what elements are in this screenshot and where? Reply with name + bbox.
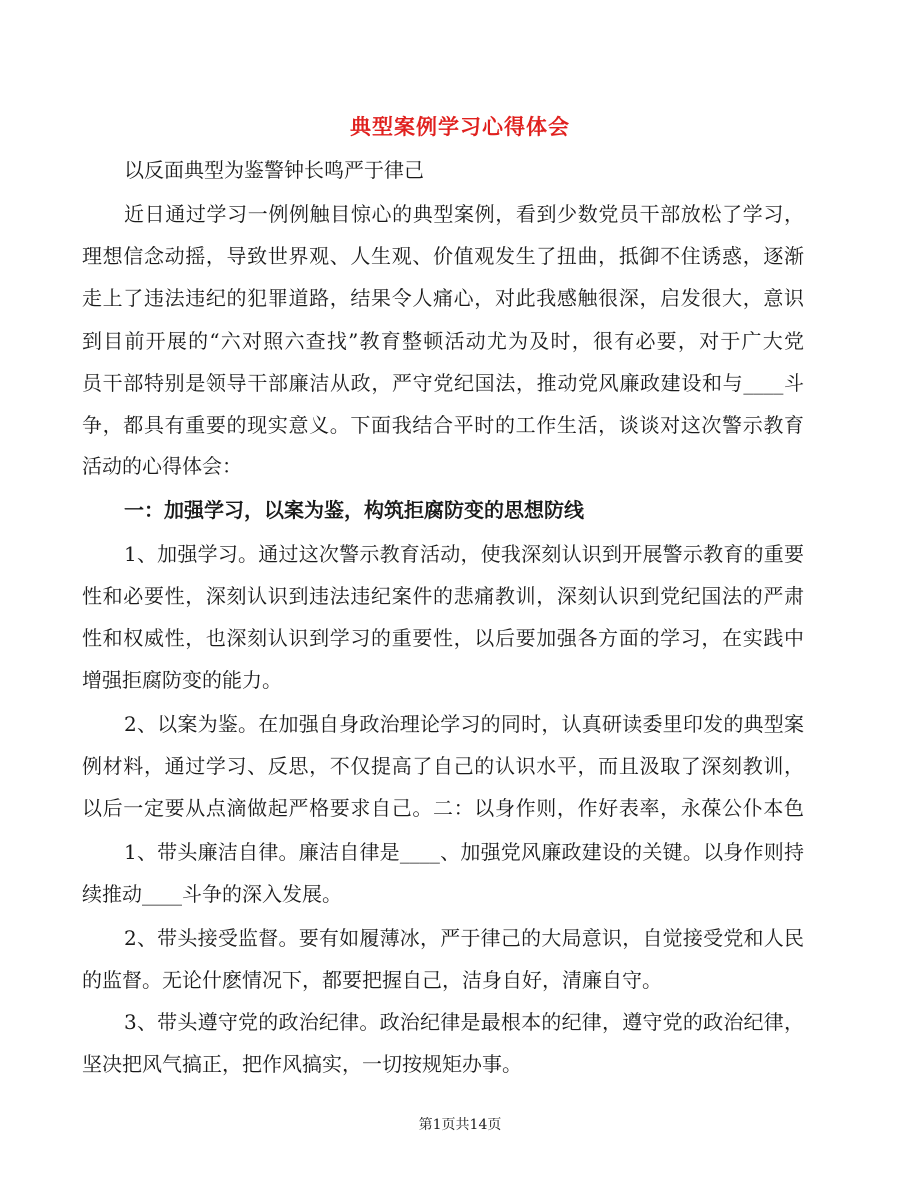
paragraph-line: 的监督。无论什麽情况下，都要把握自己，洁身自好，清廉自守。 bbox=[82, 968, 662, 992]
paragraph-line: 员干部特别是领导干部廉洁从政，严守党纪国法，推动党风廉政建设和与____斗 bbox=[82, 371, 804, 395]
paragraph-line: 活动的心得体会： bbox=[82, 454, 242, 478]
paragraph-line: 坚决把风气搞正，把作风搞实，一切按规矩办事。 bbox=[82, 1052, 522, 1076]
paragraph-line: 争，都具有重要的现实意义。下面我结合平时的工作生活，谈谈对这次警示教育 bbox=[82, 413, 804, 437]
paragraph-line: 以后一定要从点滴做起严格要求自己。二：以身作则，作好表率，永葆公仆本色 bbox=[82, 796, 804, 820]
paragraph-line: 2、带头接受监督。要有如履薄冰，严于律己的大局意识，自觉接受党和人民 bbox=[124, 926, 804, 950]
paragraph-line: 到目前开展的“六对照六查找”教育整顿活动尤为及时，很有必要，对于广大党 bbox=[82, 329, 804, 353]
paragraph-line: 增强拒腐防变的能力。 bbox=[82, 668, 282, 692]
paragraph-line: 续推动____斗争的深入发展。 bbox=[82, 882, 342, 906]
paragraph-line: 性和必要性，深刻认识到违法违纪案件的悲痛教训，深刻认识到党纪国法的严肃 bbox=[82, 584, 804, 608]
paragraph-line: 例材料，通过学习、反思，不仅提高了自己的认识水平，而且汲取了深刻教训， bbox=[82, 754, 804, 778]
paragraph-line: 近日通过学习一例例触目惊心的典型案例，看到少数党员干部放松了学习， bbox=[124, 202, 804, 226]
paragraph-line: 走上了违法违纪的犯罪道路，结果令人痛心，对此我感触很深，启发很大，意识 bbox=[82, 286, 804, 310]
paragraph-line: 1、带头廉洁自律。廉洁自律是____、加强党风廉政建设的关键。以身作则持 bbox=[124, 840, 804, 864]
paragraph-line: 3、带头遵守党的政治纪律。政治纪律是最根本的纪律，遵守党的政治纪律， bbox=[124, 1010, 804, 1034]
document-title: 典型案例学习心得体会 bbox=[350, 114, 570, 139]
document-subtitle: 以反面典型为鉴警钟长鸣严于律己 bbox=[124, 158, 424, 182]
paragraph-line: 1、加强学习。通过这次警示教育活动，使我深刻认识到开展警示教育的重要 bbox=[124, 542, 804, 566]
section-heading: 一：加强学习，以案为鉴，构筑拒腐防变的思想防线 bbox=[124, 498, 584, 522]
paragraph-line: 性和权威性，也深刻认识到学习的重要性，以后要加强各方面的学习，在实践中 bbox=[82, 626, 804, 650]
paragraph-line: 2、以案为鉴。在加强自身政治理论学习的同时，认真研读委里印发的典型案 bbox=[124, 712, 804, 736]
paragraph-line: 理想信念动摇，导致世界观、人生观、价值观发生了扭曲，抵御不住诱惑，逐渐 bbox=[82, 244, 804, 268]
page-number: 第1页共14页 bbox=[418, 1117, 502, 1133]
